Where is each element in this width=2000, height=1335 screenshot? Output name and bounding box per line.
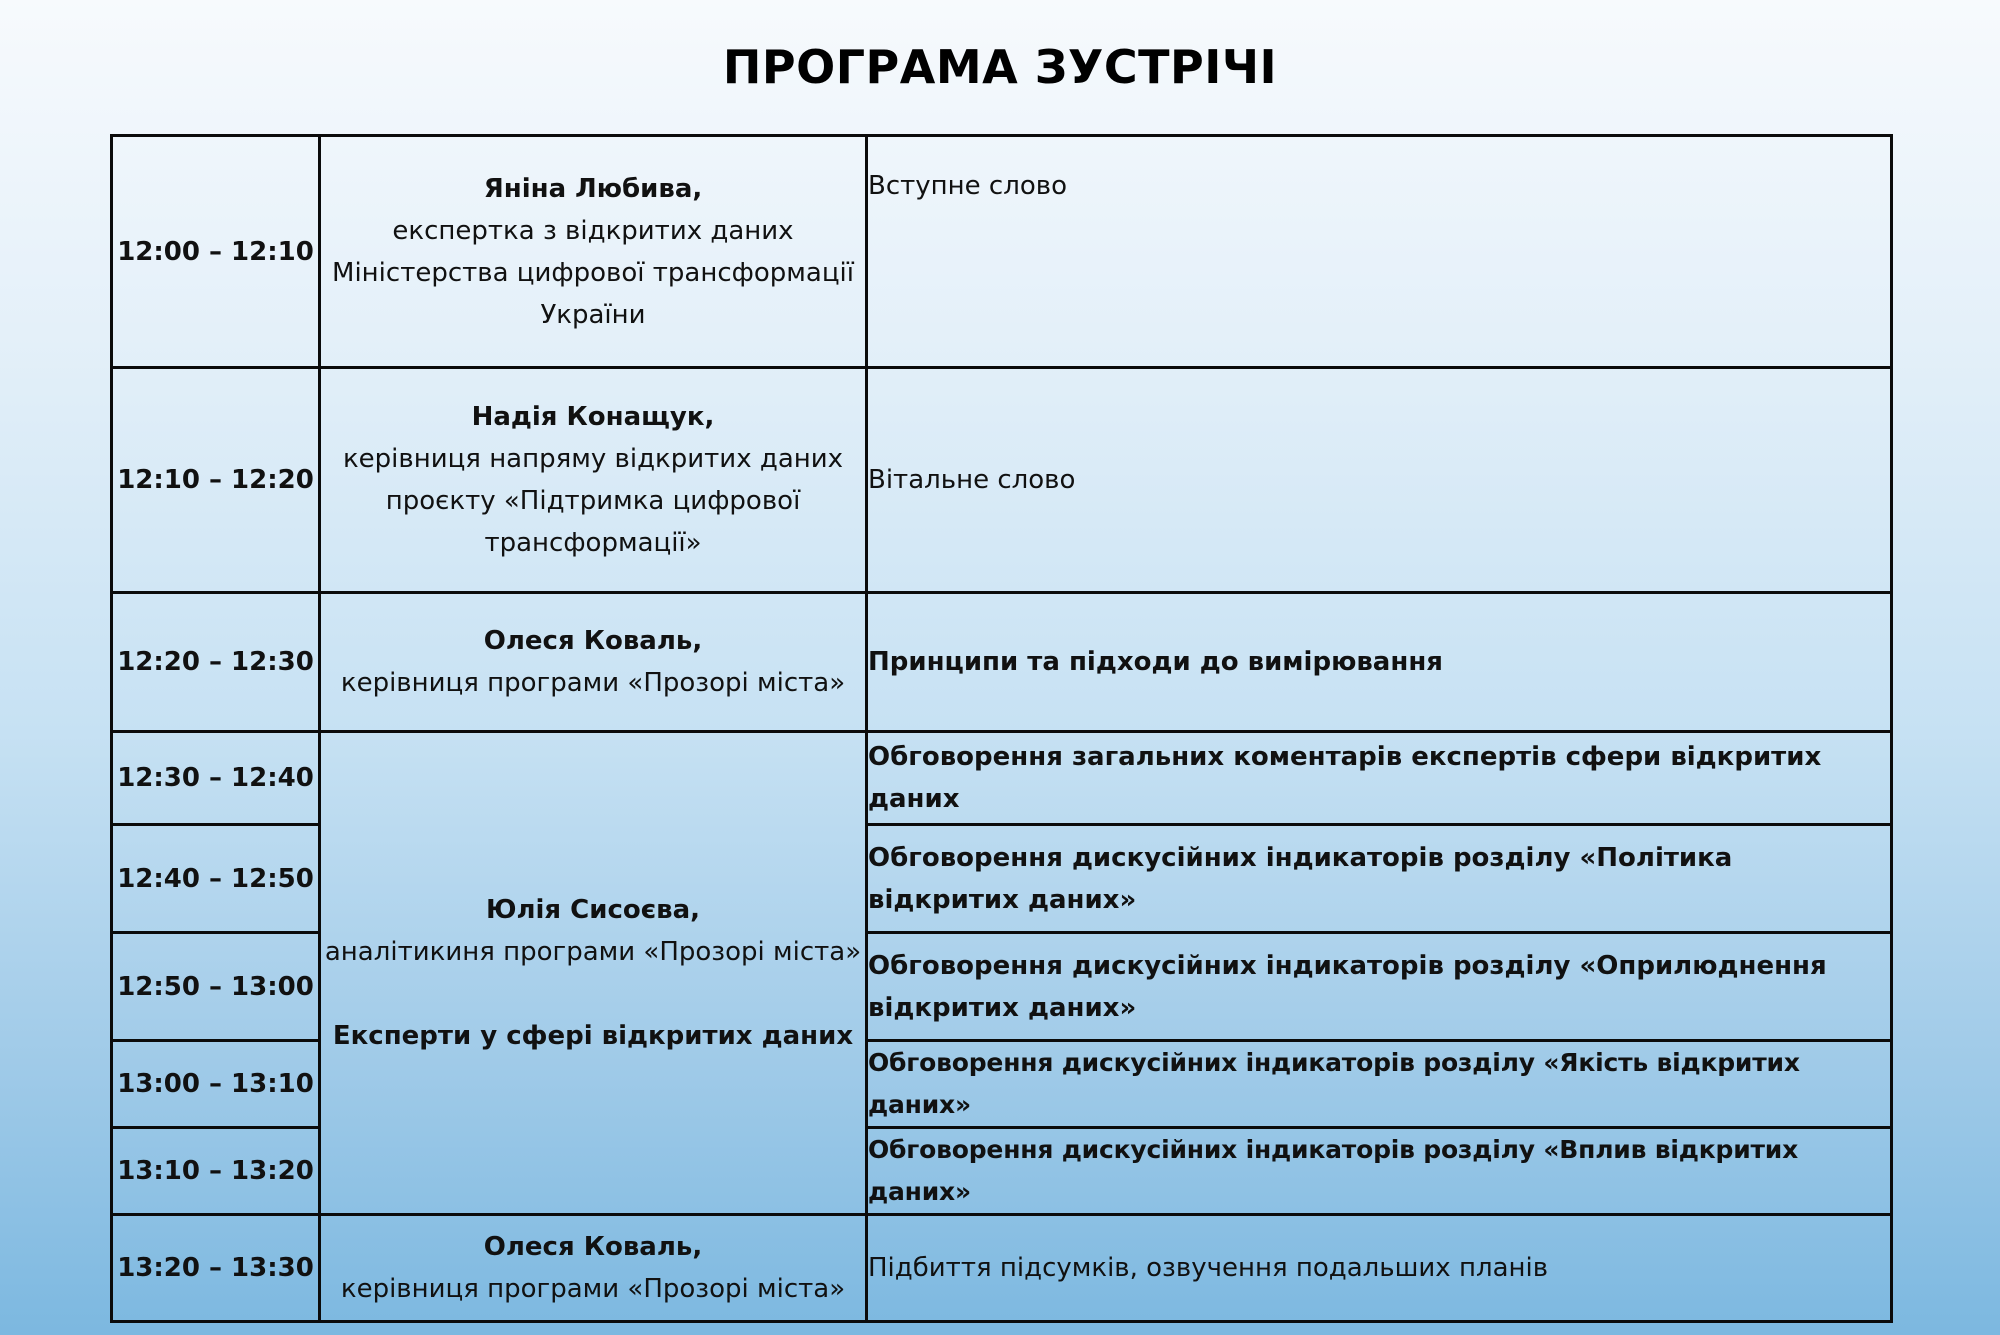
speaker-role: керівниця напряму відкритих даних проєкту «Підтримка цифрової трансформації»: [342, 444, 844, 558]
speaker-name: Надія Конащук,: [471, 402, 715, 432]
speaker-name: Олеся Коваль,: [483, 626, 703, 656]
speaker-name: Юлія Сисоєва,: [485, 895, 701, 925]
topic-cell: Обговорення дискусійних індикаторів розділу «Політика відкритих даних»: [867, 825, 1892, 933]
speaker-name: Олеся Коваль,: [483, 1232, 703, 1262]
topic-cell: Принципи та підходи до вимірювання: [867, 593, 1892, 732]
topic-cell: Вступне слово: [867, 136, 1892, 368]
table-row: [112, 732, 1892, 825]
topic-cell: Обговорення дискусійних індикаторів розділу «Вплив відкритих даних»: [867, 1128, 1892, 1215]
time-cell: 13:00 – 13:10: [112, 1041, 320, 1128]
time-cell: 12:00 – 12:10: [112, 136, 320, 368]
topic-cell: Підбиття підсумків, озвучення подальших планів: [867, 1215, 1892, 1322]
agenda-table: [110, 134, 1893, 1323]
speaker-name: Яніна Любива,: [483, 173, 703, 204]
topic-cell: Вітальне слово: [867, 368, 1892, 593]
speaker-group: Експерти у сфері відкритих даних: [332, 1021, 854, 1051]
page-title: ПРОГРАМА ЗУСТРІЧІ: [722, 40, 1278, 94]
speaker-cell: [320, 368, 867, 593]
table-row: [112, 136, 1892, 368]
speaker-role: аналітикиня програми «Прозорі міста»: [324, 937, 862, 967]
topic-cell: Обговорення дискусійних індикаторів розділу «Оприлюднення відкритих даних»: [867, 933, 1892, 1041]
time-cell: 12:50 – 13:00: [112, 933, 320, 1041]
time-cell: 13:10 – 13:20: [112, 1128, 320, 1215]
speaker-role: керівниця програми «Прозорі міста»: [340, 668, 846, 698]
time-cell: 12:10 – 12:20: [112, 368, 320, 593]
speaker-role: керівниця програми «Прозорі міста»: [340, 1274, 846, 1304]
shared-speaker-cell: [320, 732, 867, 1215]
time-cell: 12:40 – 12:50: [112, 825, 320, 933]
table-row: [112, 593, 1892, 732]
table-row: [112, 368, 1892, 593]
speaker-cell: [320, 593, 867, 732]
time-cell: 12:30 – 12:40: [112, 732, 320, 825]
speaker-cell: [320, 1215, 867, 1322]
time-cell: 12:20 – 12:30: [112, 593, 320, 732]
table-row: [112, 1215, 1892, 1322]
time-cell: 13:20 – 13:30: [112, 1215, 320, 1322]
topic-cell: Обговорення загальних коментарів експертів сфери відкритих даних: [867, 732, 1892, 825]
speaker-cell: [320, 136, 867, 368]
topic-cell: Обговорення дискусійних індикаторів розділу «Якість відкритих даних»: [867, 1041, 1892, 1128]
speaker-role: експертка з відкритих даних Міністерства цифрової трансформації України: [332, 215, 854, 330]
